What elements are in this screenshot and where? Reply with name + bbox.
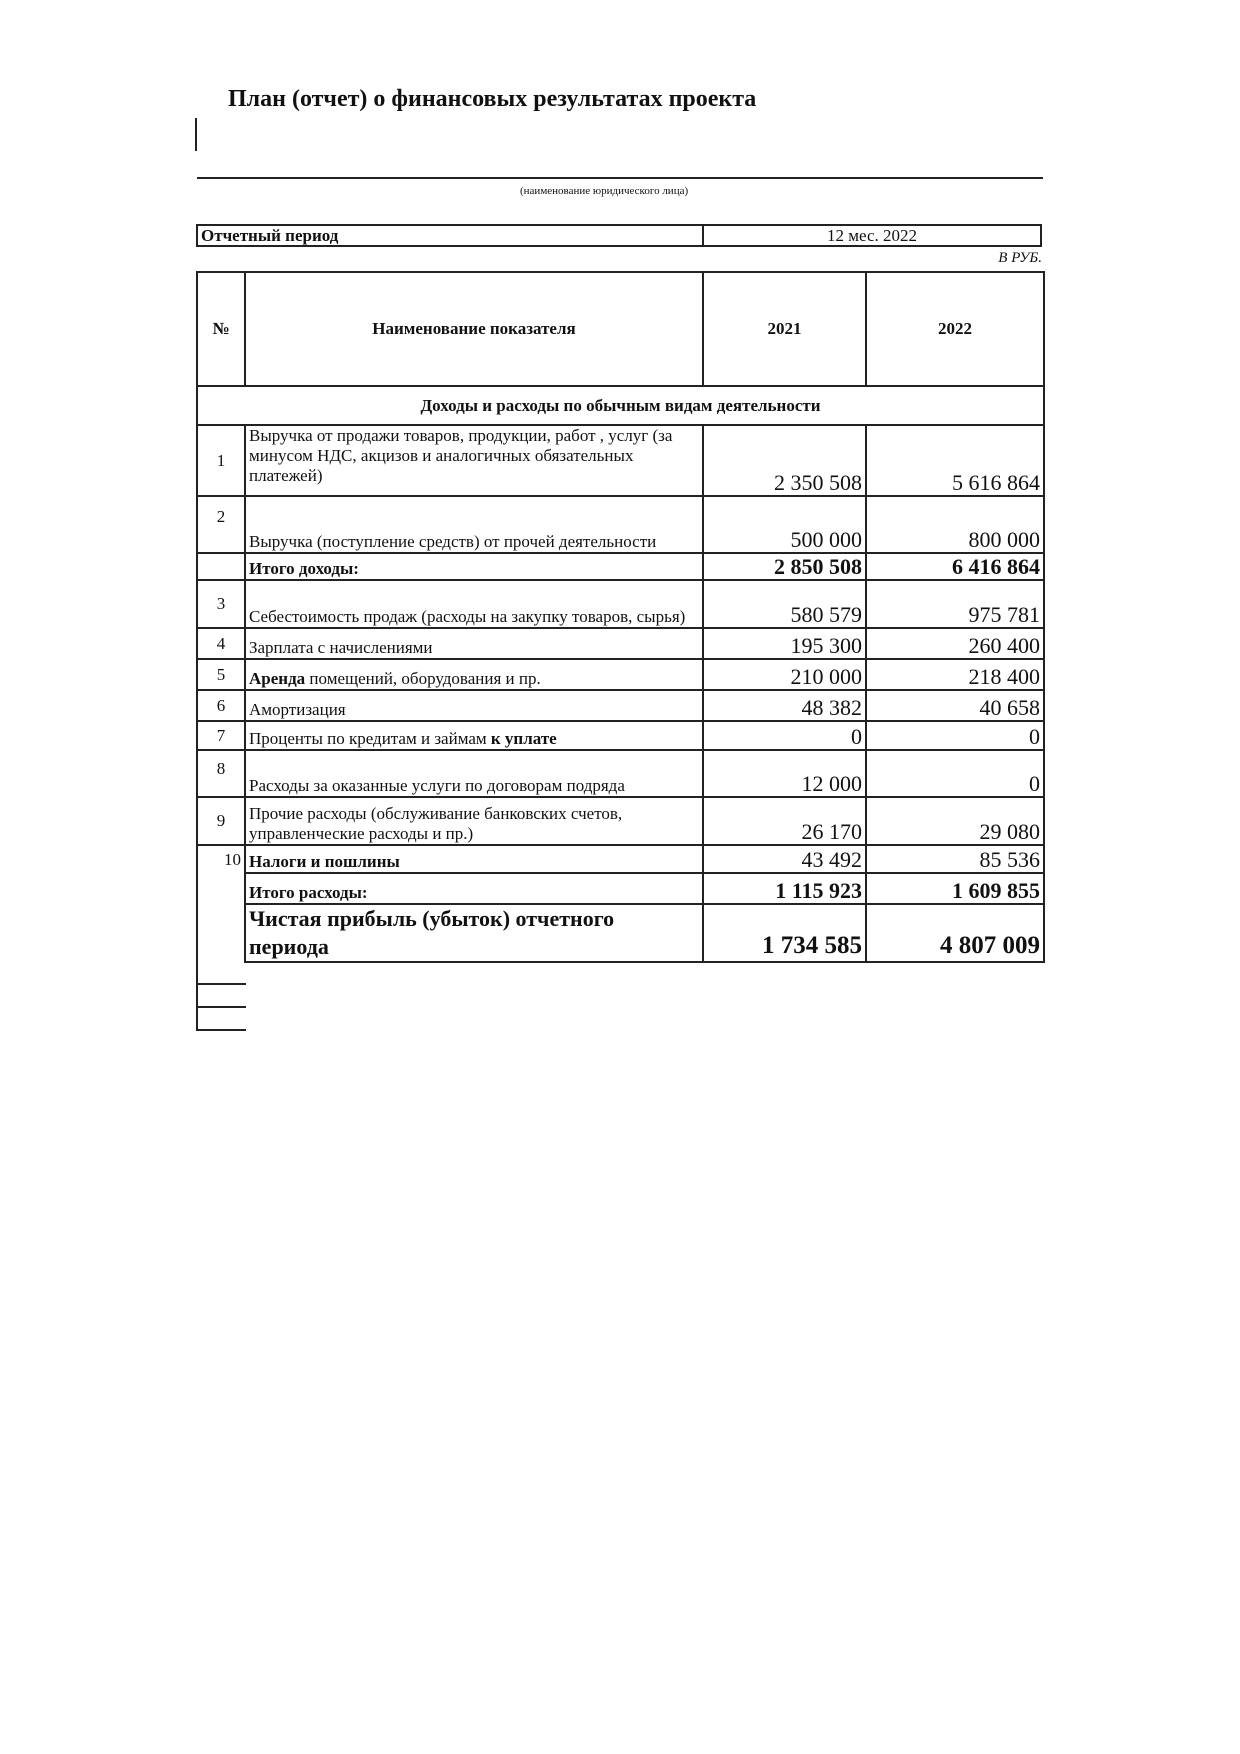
row-num	[197, 873, 245, 904]
row-name-rest: Проценты по кредитам и займам	[249, 729, 491, 748]
row-value-2021: 26 170	[703, 797, 866, 845]
header-2021: 2021	[703, 272, 866, 386]
row-name: Выручка от продажи товаров, продукции, работ , услуг (за минусом НДС, акцизов и аналогичных обязательных платежей)	[245, 425, 703, 496]
row-name: Зарплата с начислениями	[245, 628, 703, 659]
row-value-2022: 800 000	[866, 496, 1044, 553]
row-num: 10	[197, 845, 245, 873]
currency-units: В РУБ.	[998, 250, 1042, 266]
left-border-extension	[196, 950, 198, 1030]
total-income-2022: 6 416 864	[866, 553, 1044, 580]
table-row	[197, 845, 1044, 873]
section-row	[197, 386, 1044, 425]
header-num: №	[197, 272, 245, 386]
row-value-2022: 975 781	[866, 580, 1044, 628]
row-num	[197, 553, 245, 580]
row-value-2021: 2 350 508	[703, 425, 866, 496]
row-num: 1	[197, 425, 245, 496]
row-num: 2	[197, 496, 245, 553]
row-name: Себестоимость продаж (расходы на закупку товаров, сырья)	[245, 580, 703, 628]
row-value-2022: 218 400	[866, 659, 1044, 690]
row-value-2021: 0	[703, 721, 866, 750]
row-value-2021: 195 300	[703, 628, 866, 659]
total-expenses-label: Итого расходы:	[245, 873, 703, 904]
row-name: Амортизация	[245, 690, 703, 721]
row-value-2022: 5 616 864	[866, 425, 1044, 496]
cursor-mark	[195, 118, 197, 151]
table-row	[197, 659, 1044, 690]
row-num: 9	[197, 797, 245, 845]
entity-caption: (наименование юридического лица)	[520, 185, 689, 197]
row-name-rest: помещений, оборудования и пр.	[305, 669, 541, 688]
section-title: Доходы и расходы по обычным видам деятельности	[197, 386, 1044, 425]
table-row	[197, 690, 1044, 721]
row-value-2022: 29 080	[866, 797, 1044, 845]
row-num: 3	[197, 580, 245, 628]
row-num: 8	[197, 750, 245, 797]
total-expenses-2022: 1 609 855	[866, 873, 1044, 904]
table-row	[197, 425, 1044, 496]
net-profit-row	[197, 904, 1044, 962]
row-value-2022: 0	[866, 750, 1044, 797]
net-profit-label: Чистая прибыль (убыток) отчетного периода	[245, 904, 703, 962]
row-value-2022: 260 400	[866, 628, 1044, 659]
financial-results-table	[196, 271, 1045, 963]
total-expenses-2021: 1 115 923	[703, 873, 866, 904]
row-num	[197, 904, 245, 962]
reporting-period-value: 12 мес. 2022	[826, 226, 918, 245]
net-profit-2021: 1 734 585	[703, 904, 866, 962]
table-row	[197, 797, 1044, 845]
stub-line	[196, 983, 246, 985]
table-header-row	[197, 272, 1044, 386]
reporting-period-label: Отчетный период	[198, 226, 704, 245]
row-name: Прочие расходы (обслуживание банковских счетов, управленческие расходы и пр.)	[245, 797, 703, 845]
row-name: Налоги и пошлины	[245, 845, 703, 873]
table-row	[197, 580, 1044, 628]
row-value-2021: 580 579	[703, 580, 866, 628]
net-profit-2022: 4 807 009	[866, 904, 1044, 962]
total-income-label: Итого доходы:	[245, 553, 703, 580]
stub-line	[196, 1029, 246, 1031]
row-num: 4	[197, 628, 245, 659]
row-num: 7	[197, 721, 245, 750]
row-name: Расходы за оказанные услуги по договорам подряда	[245, 750, 703, 797]
row-value-2022: 85 536	[866, 845, 1044, 873]
document-title: План (отчет) о финансовых результатах проекта	[228, 86, 757, 112]
reporting-period-box	[196, 224, 1042, 247]
table-row	[197, 628, 1044, 659]
table-row	[197, 750, 1044, 797]
stub-line	[196, 1006, 246, 1008]
row-value-2021: 48 382	[703, 690, 866, 721]
header-name: Наименование показателя	[245, 272, 703, 386]
row-name-bold: Аренда	[249, 669, 306, 688]
total-expenses-row	[197, 873, 1044, 904]
row-value-2022: 40 658	[866, 690, 1044, 721]
row-value-2021: 500 000	[703, 496, 866, 553]
row-name	[245, 721, 703, 750]
row-value-2022: 0	[866, 721, 1044, 750]
row-name: Выручка (поступление средств) от прочей деятельности	[245, 496, 703, 553]
total-income-2021: 2 850 508	[703, 553, 866, 580]
row-name-bold: к уплате	[490, 729, 557, 748]
row-value-2021: 43 492	[703, 845, 866, 873]
header-2022: 2022	[866, 272, 1044, 386]
row-name	[245, 659, 703, 690]
row-num: 5	[197, 659, 245, 690]
row-num: 6	[197, 690, 245, 721]
entity-name-line	[197, 177, 1043, 179]
row-value-2021: 210 000	[703, 659, 866, 690]
row-value-2021: 12 000	[703, 750, 866, 797]
total-income-row	[197, 553, 1044, 580]
table-row	[197, 496, 1044, 553]
table-row	[197, 721, 1044, 750]
